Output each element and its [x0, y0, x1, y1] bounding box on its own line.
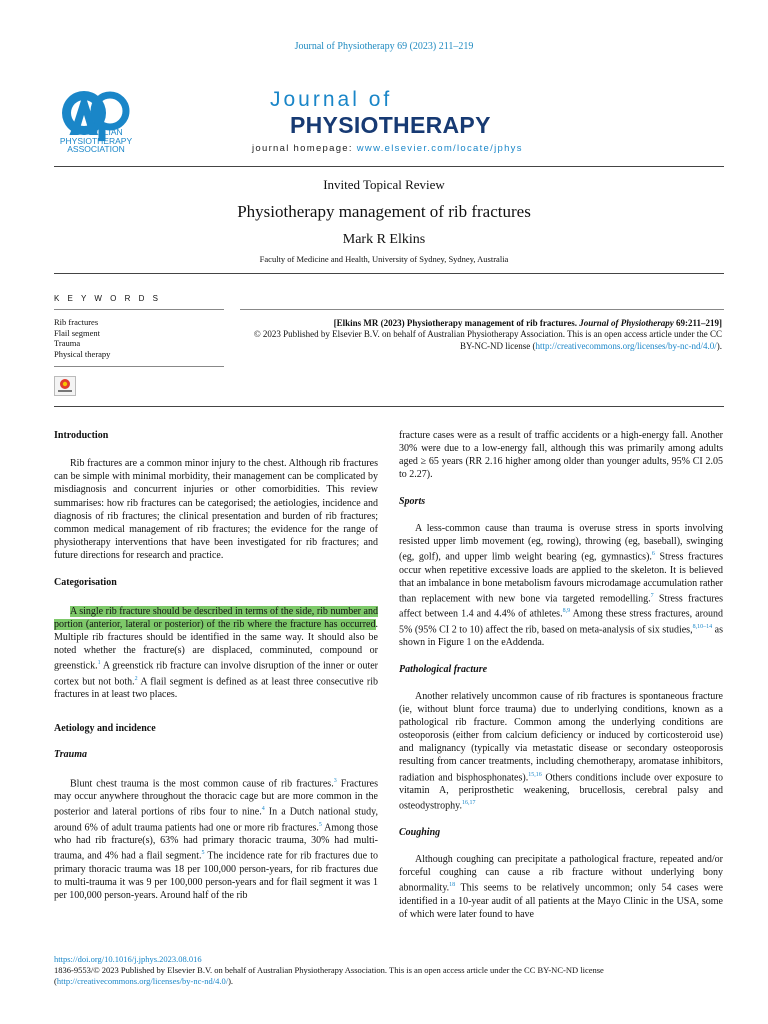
text-span: Another relatively uncommon cause of rib fractures is spontaneous fracture (ie, without blunt force trauma) due to underlying conditions, known as a pathological rib fracture. Common among the underlying conditions are osteoporosis (either from calcium deficiency or induced by corticosteroid use) and malignancy (typically via metastatic disease or secondary osteoporosis resulting from cancer treatments, including chemotherapy, aromatase inhibitors, radiation and bisphosphonates). [399, 690, 723, 783]
citation-pages: 69:211–219] [673, 318, 722, 328]
section-heading-categorisation: Categorisation [54, 577, 117, 589]
ref-link[interactable]: 8,10–14 [692, 623, 713, 630]
homepage-label: journal homepage: [252, 143, 353, 154]
ref-link[interactable]: 8,9 [562, 608, 571, 615]
text-span: A greenstick rib fracture can involve disruption of the inner or outer cortex but not both. [54, 660, 378, 687]
right-column [399, 429, 723, 921]
journal-homepage [252, 143, 523, 154]
logo-text: AUSTRALIAN PHYSIOTHERAPY ASSOCIATION [59, 127, 133, 154]
footer [54, 954, 724, 987]
ref-link[interactable]: 18 [449, 882, 456, 889]
subsection-heading-pathological: Pathological fracture [399, 663, 488, 675]
header-rule [54, 166, 724, 167]
text-span: Although coughing can precipitate a pathological fracture, repeated and/or forceful coughing can cause a rib fracture without underlying bony abnormality. [399, 853, 723, 894]
journal-reference[interactable]: Journal of Physiotherapy 69 (2023) 211–219 [294, 41, 474, 52]
citation-bottom-rule [54, 406, 724, 407]
keywords-list [54, 317, 110, 360]
ref-link[interactable]: 5 [318, 821, 322, 828]
keyword-item: Rib fractures [54, 317, 99, 327]
section-heading-aetiology: Aetiology and incidence [54, 723, 156, 735]
article-type: Invited Topical Review [323, 177, 445, 192]
highlighted-text: A single rib fracture should be described in terms of the side, rib number and portion (anterior, lateral or posterior) of the rib where the fracture has occurred [54, 605, 378, 630]
keywords-heading: K E Y W O R D S [54, 294, 161, 303]
citation-license-link[interactable]: http://creativecommons.org/licenses/by-nc-nd/4.0/ [535, 340, 717, 351]
ref-link[interactable]: 15,16 [528, 771, 542, 778]
text-span: Among those who had rib fracture(s), 63% had primary thoracic trauma, 30% had multi-trauma, and 4% had a flail segment. [54, 822, 378, 862]
left-column [54, 429, 378, 902]
text-span: Blunt chest trauma is the most common cause of rib fractures. [70, 777, 334, 789]
categorisation-paragraph [54, 605, 378, 702]
footer-issn: 1836-9553/© 2023 Published by Elsevier B.V. on behalf of Australian Physiotherapy Association. This is an open access article under the CC BY-NC-ND license ( [54, 965, 604, 986]
citation-bold: [Elkins MR (2023) Physiotherapy management of rib fractures. [333, 318, 580, 328]
homepage-link[interactable]: www.elsevier.com/locate/jphys [356, 143, 523, 154]
citation-block [240, 318, 722, 352]
keywords-rule [54, 309, 224, 310]
sports-paragraph [399, 522, 723, 650]
text-span: as shown in Figure 1 on the eAddenda. [399, 624, 723, 649]
text-span: Fractures may occur anywhere throughout the thoracic cage but are more common in the posterior and lateral portions of ribs four to nine. [54, 777, 378, 818]
article-author: Mark R Elkins [342, 232, 426, 247]
keyword-item: Trauma [54, 338, 81, 349]
section-heading-introduction: Introduction [54, 430, 109, 441]
trauma-continued-paragraph: fracture cases were as a result of traffic accidents or a high-energy fall. Another 30% were due to a low-energy fall, although this was primarily among adults aged ≥ 65 years (RR 2.16 higher among older than younger adults, 95% CI 2.05 to 2.27). [399, 430, 723, 481]
text-span: Stress fractures occur when repetitive excessive loads are applied to the skeleton. It is believed that an imbalance in bone metabolism favours microdamage accumulation rather than replacement with new bone via targeted remodelling. [399, 551, 724, 605]
trauma-paragraph [54, 775, 378, 903]
subsection-heading-coughing: Coughing [399, 826, 441, 838]
citation-end: ). [716, 340, 722, 351]
keyword-item: Physical therapy [54, 349, 111, 360]
ref-link[interactable]: 1 [97, 660, 101, 667]
footer-end: ). [228, 976, 234, 986]
citation-journal: Journal of Physiotherapy [579, 318, 674, 328]
text-span: This seems to be relatively uncommon; only 54 cases were identified in a 10-year audit of all patients at the Mayo Clinic in the USA, some of which were later found to have [399, 882, 723, 920]
text-span: The incidence rate for rib fractures due to primary thoracic trauma was 18 per 100,000 person-years, for rib fractures due to multi-trauma it was 9 per 100,000 person-years and for flail segment it was 1 per 100,000 person-years. Around half of the rib [54, 850, 378, 902]
footer-license-link[interactable]: http://creativecommons.org/licenses/by-nc-nd/4.0/ [56, 976, 229, 986]
text-span: In a Dutch national study, around 6% of adult trauma patients had one or more rib fractures. [54, 806, 378, 834]
pathological-paragraph [399, 690, 723, 813]
text-span: Stress fractures affect between 1.4 and 4.4% of athletes. [399, 593, 723, 620]
crossmark-icon[interactable] [54, 376, 76, 396]
citation-copyright: © 2023 Published by Elsevier B.V. on behalf of Australian Physiotherapy Association. This is an open access article under the CC BY-NC-ND license ( [253, 329, 722, 351]
article-title: Physiotherapy management of rib fractures [237, 202, 531, 221]
subsection-heading-trauma: Trauma [54, 749, 87, 761]
ref-link[interactable]: 3 [333, 777, 337, 784]
ref-link[interactable]: 4 [261, 806, 265, 813]
doi-link[interactable]: https://doi.org/10.1016/j.jphys.2023.08.016 [54, 954, 202, 964]
text-span: A less-common cause than trauma is overuse stress in sports involving resisted upper limb movement (eg, rowing), throwing (eg, baseball), swinging (eg, golf), and upper limb weight bearing (eg, gymnastics). [399, 522, 723, 563]
keywords-bottom-rule [54, 366, 224, 367]
ref-link[interactable]: 16,17 [461, 800, 476, 807]
subsection-heading-sports: Sports [399, 495, 426, 507]
ref-link[interactable]: 5 [201, 850, 205, 857]
text-span: Others conditions include over exposure to vitamin A, periprosthetic weakening, brucellosis, cerebral palsy and osteodystrophy. [399, 771, 724, 812]
citation-rule [240, 309, 724, 310]
affiliation-rule [54, 273, 724, 274]
intro-paragraph: Rib fractures are a common minor injury to the chest. Although rib fractures can be simple with minimal morbidity, their management can be complicated by misdiagnosis and concurrent injuries or other comorbidities. This review summarises: how rib fractures can be categorised; the aetiologies, incidence and diagnosis of rib fractures; the clinical presentation and burden of rib fractures; common medical management of rib fractures; the evidence for the range of physiotherapy interventions that have been investigated for rib fractures; and future directions for research and practice. [54, 458, 378, 562]
text-span: . Multiple rib fractures should be identified in the same way. It should also be noted whether the fracture(s) are displaced, comminuted, compound or greenstick. [54, 618, 378, 672]
text-span: Among these stress fractures, around 5% (95% CI 2 to 10) affect the rib, based on meta-analysis of six studies, [399, 608, 723, 636]
keyword-item: Flail segment [54, 327, 101, 338]
ref-link[interactable]: 6 [651, 551, 655, 558]
author-affiliation: Faculty of Medicine and Health, University of Sydney, Sydney, Australia [259, 254, 509, 264]
ref-link[interactable]: 7 [650, 592, 654, 599]
journal-name: PHYSIOTHERAPY [290, 112, 491, 138]
journal-of-text: Journal of [270, 88, 393, 111]
coughing-paragraph [399, 853, 723, 921]
ref-link[interactable]: 2 [134, 675, 138, 682]
text-span: A flail segment is defined as at least three consecutive rib fractures in at least two places. [54, 676, 378, 701]
